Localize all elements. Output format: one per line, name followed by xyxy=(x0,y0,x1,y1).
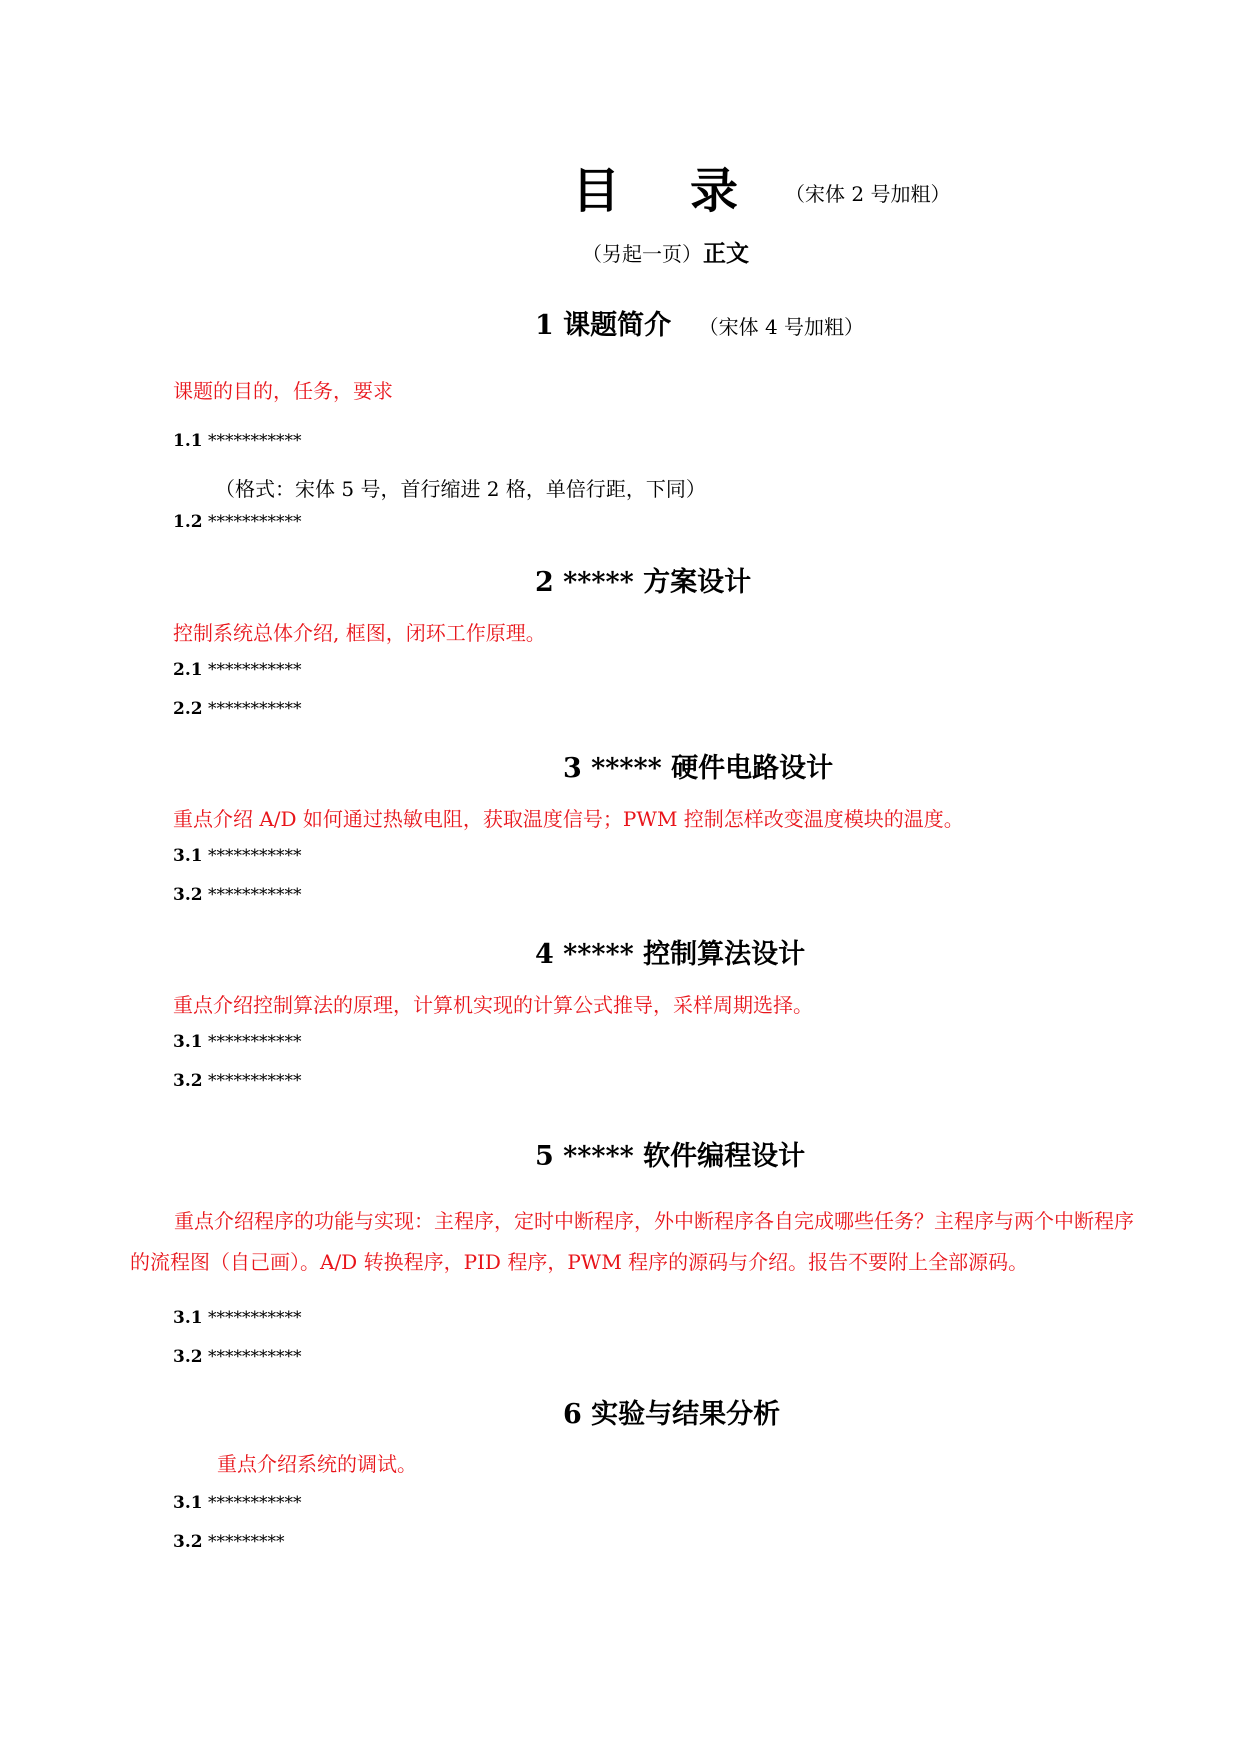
item-number: 2.2 xyxy=(173,699,203,719)
item-number: 3.2 xyxy=(173,1071,203,1091)
item-text: *********** xyxy=(207,1032,302,1052)
item-text: *********** xyxy=(207,885,302,905)
item-text: *********** xyxy=(207,431,302,451)
section-4-intro: 重点介绍控制算法的原理，计算机实现的计算公式推导，采样周期选择。 xyxy=(173,993,813,1017)
section-2-heading: 2 ***** 方案设计 xyxy=(535,567,752,598)
subtitle-note: （另起一页） xyxy=(582,242,702,266)
item-text: *********** xyxy=(207,1071,302,1091)
section-1-item xyxy=(173,431,301,451)
item-number: 3.2 xyxy=(173,885,203,905)
subtitle-strong: 正文 xyxy=(703,240,749,267)
item-text: *********** xyxy=(207,1347,302,1367)
section-4-item xyxy=(173,1071,301,1091)
item-text: *********** xyxy=(207,1493,302,1513)
item-text: *********** xyxy=(207,1308,302,1328)
item-number: 3.1 xyxy=(173,1308,203,1328)
section-5-heading: 5 ***** 软件编程设计 xyxy=(535,1141,806,1172)
section-6-intro: 重点介绍系统的调试。 xyxy=(217,1452,417,1476)
section-1-heading-text: 1 课题简介 xyxy=(535,310,672,341)
item-text: *********** xyxy=(207,699,302,719)
section-1-heading-note: （宋体 4 号加粗） xyxy=(698,315,865,339)
item-number: 3.1 xyxy=(173,1493,203,1513)
item-number: 3.1 xyxy=(173,1032,203,1052)
item-number: 2.1 xyxy=(173,660,203,680)
section-1-intro: 课题的目的，任务，要求 xyxy=(173,379,393,403)
section-6-item xyxy=(173,1532,284,1552)
section-6-heading: 6 实验与结果分析 xyxy=(563,1399,781,1430)
item-text: ********* xyxy=(207,1532,285,1552)
item-text: *********** xyxy=(207,846,302,866)
section-3-item xyxy=(173,885,301,905)
section-3-intro: 重点介绍 A/D 如何通过热敏电阻，获取温度信号；PWM 控制怎样改变温度模块的温度。 xyxy=(173,807,964,831)
section-5-item xyxy=(173,1347,301,1367)
section-6-item xyxy=(173,1493,301,1513)
title-format-note: （宋体 2 号加粗） xyxy=(785,182,951,206)
section-4-heading: 4 ***** 控制算法设计 xyxy=(535,939,806,970)
section-1-item xyxy=(173,512,301,532)
item-number: 1.1 xyxy=(173,431,203,451)
item-number: 3.1 xyxy=(173,846,203,866)
page-title: 目录 xyxy=(572,163,809,219)
section-5-intro: 重点介绍程序的功能与实现：主程序，定时中断程序，外中断程序各自完成哪些任务？主程序与两个中断程序的流程图（自己画）。A/D 转换程序，PID 程序，PWM 程序的源码与介绍。报告不要附上全部源码。 xyxy=(130,1209,1134,1274)
section-2-item xyxy=(173,660,301,680)
section-3-item xyxy=(173,846,301,866)
item-number: 3.2 xyxy=(173,1347,203,1367)
section-2-intro: 控制系统总体介绍, 框图，闭环工作原理。 xyxy=(173,621,546,645)
section-1-heading xyxy=(535,303,864,342)
item-text: *********** xyxy=(207,512,302,532)
item-number: 3.2 xyxy=(173,1532,203,1552)
section-5-item xyxy=(173,1308,301,1328)
section-3-heading: 3 ***** 硬件电路设计 xyxy=(563,753,834,784)
section-2-item xyxy=(173,699,301,719)
section-4-item xyxy=(173,1032,301,1052)
item-text: *********** xyxy=(207,660,302,680)
format-note: （格式：宋体 5 号，首行缩进 2 格，单倍行距，下同） xyxy=(215,477,706,501)
item-number: 1.2 xyxy=(173,512,203,532)
